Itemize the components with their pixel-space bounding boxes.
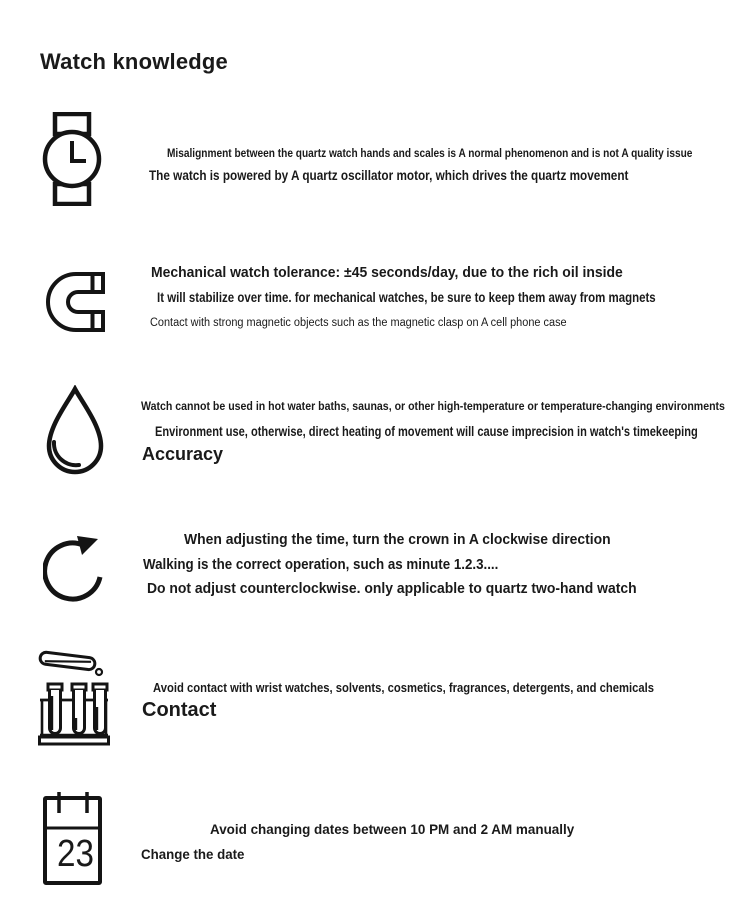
page-title: Watch knowledge bbox=[40, 48, 228, 74]
info-line-hot-water: Watch cannot be used in hot water baths, saunas, or other high-temperature or temperature-changing environments bbox=[141, 401, 725, 413]
info-line-stabilize: It will stabilize over time. for mechanical watches, be sure to keep them away from magnets bbox=[157, 290, 656, 305]
water-drop-icon bbox=[42, 385, 108, 477]
magnet-icon bbox=[44, 272, 107, 336]
calendar-icon bbox=[42, 791, 103, 886]
calendar-day-number: 23 bbox=[57, 833, 94, 875]
clockwise-rotation-icon bbox=[43, 527, 107, 608]
wristwatch-icon bbox=[42, 112, 102, 206]
info-line-walking-correct: Walking is the correct operation, such as minute 1.2.3.... bbox=[143, 557, 499, 573]
info-line-tolerance: Mechanical watch tolerance: ±45 seconds/day, due to the rich oil inside bbox=[151, 264, 623, 281]
info-line-magnetic-objects: Contact with strong magnetic objects such as the magnetic clasp on A cell phone case bbox=[150, 317, 567, 329]
info-line-no-counterclockwise: Do not adjust counterclockwise. only applicable to quartz two-hand watch bbox=[147, 581, 637, 597]
test-tubes-icon bbox=[38, 644, 110, 748]
info-line-avoid-date-change: Avoid changing dates between 10 PM and 2 AM manually bbox=[210, 821, 575, 837]
info-line-quartz-powered: The watch is powered by A quartz oscillator motor, which drives the quartz movement bbox=[149, 167, 629, 183]
info-line-accuracy-heading: Accuracy bbox=[142, 444, 224, 464]
info-line-change-date-heading: Change the date bbox=[141, 846, 245, 862]
info-line-avoid-chemicals: Avoid contact with wrist watches, solvents, cosmetics, fragrances, detergents, and chemicals bbox=[153, 681, 655, 695]
info-line-turn-crown: When adjusting the time, turn the crown in A clockwise direction bbox=[184, 532, 611, 548]
info-line-contact-heading: Contact bbox=[142, 699, 217, 721]
info-line-quartz-misalignment: Misalignment between the quartz watch hands and scales is A normal phenomenon and is not A quality issue bbox=[167, 148, 693, 160]
info-line-environment: Environment use, otherwise, direct heating of movement will cause imprecision in watch's timekeeping bbox=[155, 424, 698, 439]
